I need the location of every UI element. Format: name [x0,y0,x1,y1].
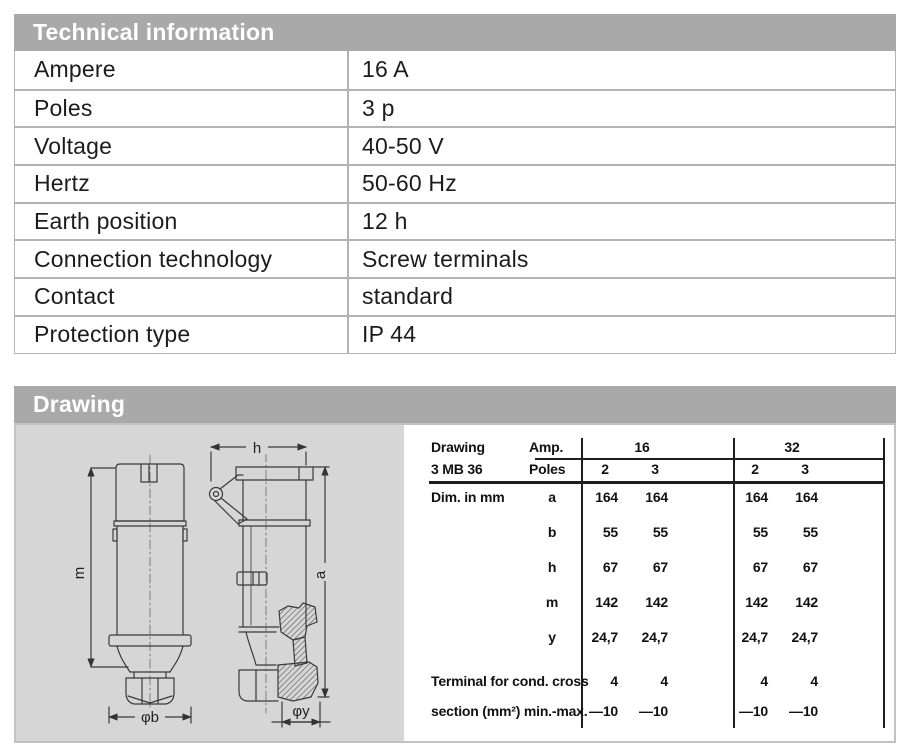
dim-value: 142 [645,594,668,610]
section-header-technical-information [14,14,896,51]
row-label: Contact [34,283,115,310]
dim-value: 55 [652,524,668,540]
dim-name: b [547,524,557,540]
dim-value: 67 [602,559,618,575]
dim-value: 24,7 [791,629,818,645]
row-value: 40-50 V [347,128,895,164]
row-value: 3 p [347,91,895,127]
amp-header: Amp. [529,439,564,455]
row-label: Poles [34,95,93,122]
dim-name: m [545,594,559,610]
dim-label-h: h [252,440,262,457]
table-row [15,89,895,127]
section-row [404,703,894,723]
row-value: 50-60 Hz [347,166,895,202]
row-value: 12 h [347,204,895,240]
dim-value: 164 [645,489,668,505]
table-row [15,51,895,89]
dim-label-m: m [71,566,88,580]
header-row-poles [404,461,894,481]
section-title: Drawing [33,391,126,417]
poles-header: Poles [529,461,566,477]
table-row [15,315,895,353]
dim-value: 142 [745,594,768,610]
terminal-value: 4 [810,673,818,689]
table-horizontal-rule [429,481,885,484]
row-label: Protection type [34,321,191,348]
drawing-ref-line1: Drawing [431,439,485,455]
table-row [15,164,895,202]
drawing-section [14,386,896,743]
poles-value: 2 [751,461,759,477]
table-row [15,126,895,164]
header-row-amp [404,439,894,459]
terminal-value: 4 [760,673,768,689]
table-row [15,239,895,277]
table-row [15,277,895,315]
dim-name: y [548,629,556,645]
row-value: IP 44 [347,317,895,353]
dim-row-h [404,559,894,579]
terminal-label-line2: section (mm²) min.-max. [431,703,588,719]
dim-row-a [404,489,894,509]
connector-technical-drawing [16,425,404,741]
dimension-table [404,425,894,741]
row-label: Voltage [34,132,113,159]
dim-value: 67 [752,559,768,575]
section-title: Technical information [33,19,275,45]
amp-16-header: 16 [634,439,650,455]
terminal-label-line1: Terminal for cond. cross [431,673,589,689]
dim-value: 164 [595,489,618,505]
section-value: —10 [589,703,618,719]
dim-name: a [548,489,556,505]
dim-value: 55 [602,524,618,540]
dim-caption: Dim. in mm [431,489,505,505]
dim-value: 24,7 [741,629,768,645]
dim-label-phi-b: φb [140,709,160,726]
drawing-content [14,423,896,743]
dim-value: 24,7 [641,629,668,645]
row-label: Earth position [34,208,178,235]
dim-value: 24,7 [591,629,618,645]
row-value: 16 A [347,51,895,89]
dim-value: 55 [752,524,768,540]
drawing-ref-line2: 3 MB 36 [431,461,483,477]
terminal-row [404,673,894,693]
dim-value: 67 [802,559,818,575]
poles-value: 2 [601,461,609,477]
dim-label-phi-y: φy [292,703,310,720]
dim-name: h [547,559,557,575]
dim-value: 142 [795,594,818,610]
row-value: standard [347,279,895,315]
dim-value: 164 [745,489,768,505]
poles-value: 3 [801,461,809,477]
poles-value: 3 [651,461,659,477]
terminal-value: 4 [610,673,618,689]
dim-row-b [404,524,894,544]
dim-value: 67 [652,559,668,575]
dim-value: 164 [795,489,818,505]
dim-label-a: a [312,570,329,580]
amp-32-header: 32 [784,439,800,455]
row-label: Hertz [34,170,90,197]
row-label: Ampere [34,56,116,83]
dim-row-m [404,594,894,614]
section-value: —10 [639,703,668,719]
terminal-value: 4 [660,673,668,689]
section-value: —10 [739,703,768,719]
dim-value: 55 [802,524,818,540]
row-value: Screw terminals [347,241,895,277]
technical-information-table [14,51,896,354]
technical-drawing-panel [16,425,404,741]
dim-row-y [404,629,894,649]
technical-information-section [14,14,896,354]
row-label: Connection technology [34,245,273,272]
dim-value: 142 [595,594,618,610]
table-row [15,202,895,240]
section-header-drawing [14,386,896,423]
section-value: —10 [789,703,818,719]
